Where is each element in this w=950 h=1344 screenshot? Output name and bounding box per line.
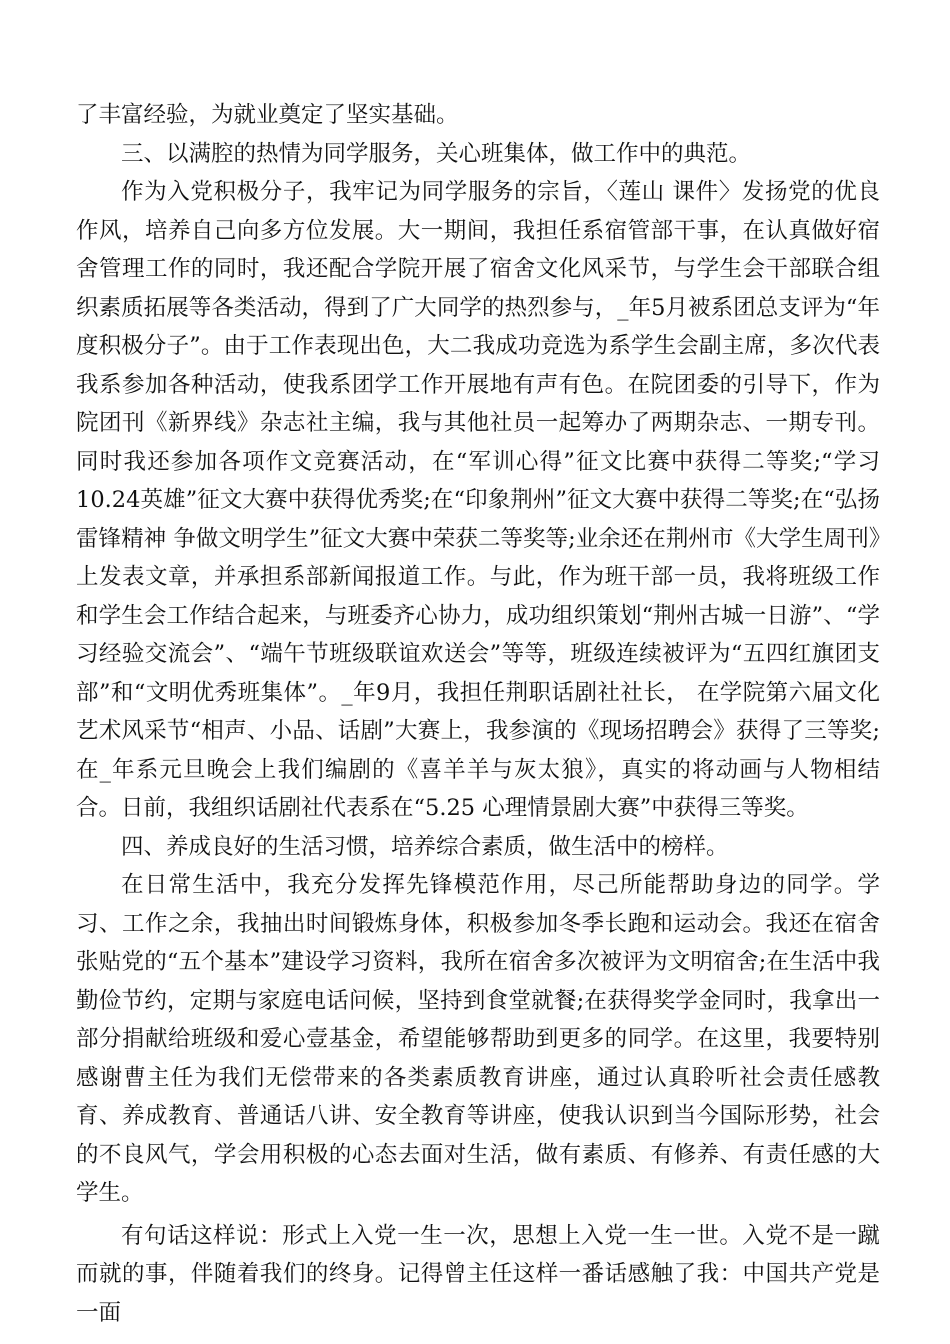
paragraph-party-saying: 有句话这样说：形式上入党一生一次，思想上入党一生一世。入党不是一蹴而就的事，伴随着我们的终身。记得曾主任这样一番话感触了我：中国共产党是一面 [76, 1222, 880, 1326]
document-body [76, 96, 880, 1332]
section-heading-three: 三、以满腔的热情为同学服务，关心班集体，做工作中的典范。 [121, 140, 752, 167]
paragraph-continuation: 了丰富经验，为就业奠定了坚实基础。 [76, 102, 459, 128]
section-heading-four: 四、养成良好的生活习惯，培养综合素质，做生活中的榜样。 [121, 833, 729, 860]
paragraph-daily-life: 在日常生活中，我充分发挥先锋模范作用，尽己所能帮助身边的同学。学习、工作之余，我抽出时间锻炼身体，积极参加冬季长跑和运动会。我还在宿舍张贴党的“五个基本”建设学习资料，我所在宿舍多次被评为文明宿舍;在生活中我勤俭节约，定期与家庭电话问候，坚持到食堂就餐;在获得奖学金同时，我拿出一部分捐献给班级和爱心壹基金，希望能够帮助到更多的同学。在这里，我要特别感谢曹主任为我们无偿带来的各类素质教育讲座，通过认真聆听社会责任感教育、养成教育、普通话八讲、安全教育等讲座，使我认识到当今国际形势，社会的不良风气，学会用积极的心态去面对生活，做有素质、有修养、有责任感的大学生。 [76, 872, 880, 1206]
paragraph-activist-work: 作为入党积极分子，我牢记为同学服务的宗旨，〈莲山 课件〉发扬党的优良作风，培养自己向多方位发展。大一期间，我担任系宿管部干事，在认真做好宿舍管理工作的同时，我还配合学院开展了宿舍文化风采节，与学生会干部联合组织素质拓展等各类活动，得到了广大同学的热烈参与，_年5月被系团总支评为“年度积极分子”。由于工作表现出色，大二我成功竞选为系学生会副主席，多次代表我系参加各种活动，使我系团学工作开展地有声有色。在院团委的引导下，作为院团刊《新界线》杂志社主编，我与其他社员一起筹办了两期杂志、一期专刊。同时我还参加各项作文竞赛活动，在“军训心得”征文比赛中获得二等奖;“学习10.24英雄”征文大赛中获得优秀奖;在“印象荆州”征文大赛中获得二等奖;在“弘扬雷锋精神 争做文明学生”征文大赛中荣获二等奖等;业余还在荆州市《大学生周刊》上发表文章，并承担系部新闻报道工作。与此，作为班干部一员，我将班级工作和学生会工作结合起来，与班委齐心协力，成功组织策划“荆州古城一日游”、“学习经验交流会”、“端午节班级联谊欢送会”等等，班级连续被评为“五四红旗团支部”和“文明优秀班集体”。_年9月，我担任荆职话剧社社长， 在学院第六届文化艺术风采节“相声、小品、话剧”大赛上，我参演的《现场招聘会》获得了三等奖;在_年系元旦晚会上我们编剧的《喜羊羊与灰太狼》，真实的将动画与人物相结合。日前，我组织话剧社代表系在“5.25 心理情景剧大赛”中获得三等奖。 [76, 179, 880, 821]
